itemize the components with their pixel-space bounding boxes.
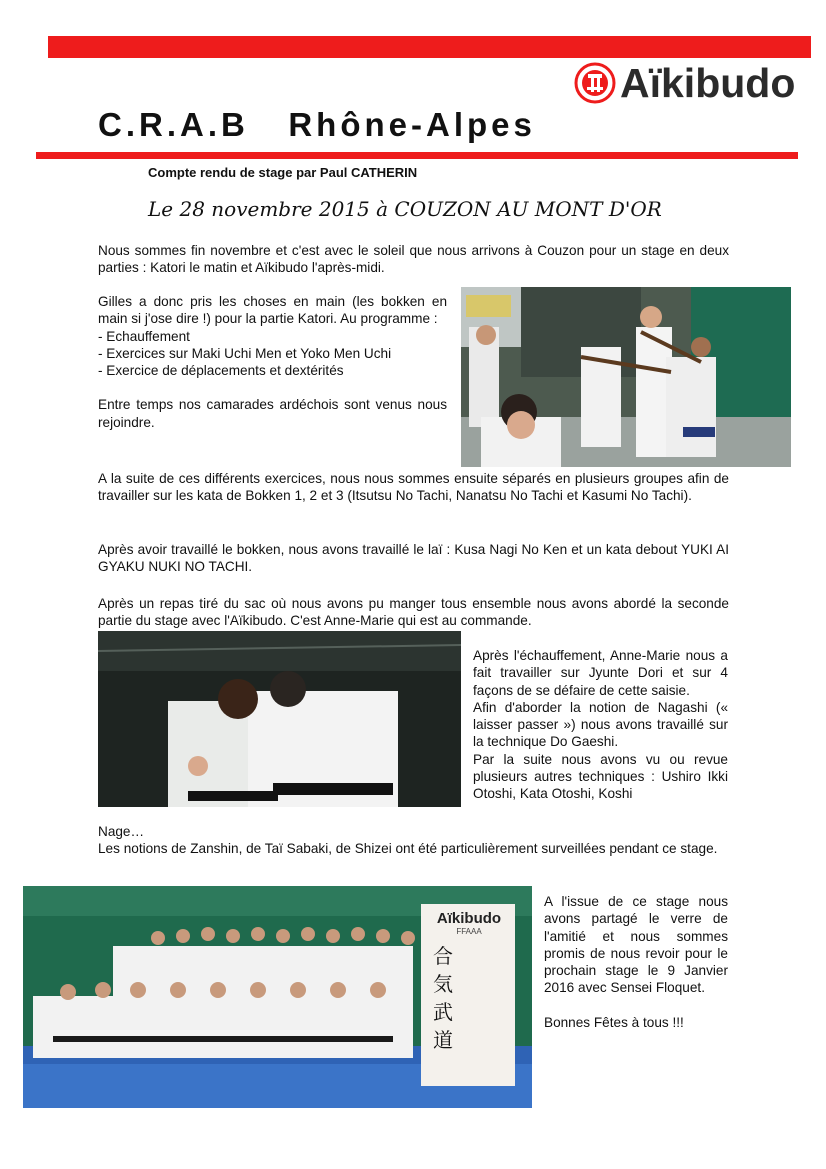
groups-paragraph: A la suite de ces différents exercices, nous nous sommes ensuite séparés en plusieurs groupes afin de travailler sur les kata de Bokken 1, 2 et 3 (Itsutsu No Tachi, Nanatsu No Tachi et Kasumi No Tachi). (98, 471, 729, 504)
header-divider-bar (36, 152, 798, 159)
ardechois-paragraph: Entre temps nos camarades ardéchois sont venus nous rejoindre. (98, 397, 447, 430)
warmup-paragraph: Après l'échauffement, Anne-Marie nous a fait travailler sur Jyunte Dori et sur 4 façons de se défaire de cette saisie. (473, 648, 728, 698)
event-heading: Le 28 novembre 2015 à COUZON AU MONT D'OR (148, 197, 662, 221)
program-item: - Exercices sur Maki Uchi Men et Yoko Men Uchi (98, 345, 392, 361)
techniques-paragraph: Par la suite nous avons vu ou revue plusieurs autres techniques : Ushiro Ikki Otoshi, Kata Otoshi, Koshi (473, 751, 728, 802)
page-title: C.R.A.B Rhône-Alpes (98, 106, 536, 143)
photo-group (23, 886, 532, 1108)
logo-emblem-icon (574, 62, 616, 104)
closing-paragraph: A l'issue de ce stage nous avons partagé le verre de l'amitié et nous sommes promis de nous revoir pour le prochain stage le 9 Janvier 2016 avec Sensei Floquet. (544, 894, 728, 996)
banner-brand: Aïkibudo (436, 910, 502, 927)
program-item: - Exercice de déplacements et dextérités (98, 363, 344, 379)
intro-paragraph: Nous sommes fin novembre et c'est avec le soleil que nous arrivons à Couzon pour un stage en deux parties : Katori le matin et Aïkibudo l'après-midi. (98, 243, 729, 276)
notions-paragraph: Les notions de Zanshin, de Taï Sabaki, de Shizei ont été particulièrement surveillées pendant ce stage. (98, 841, 718, 857)
logo-text: Aïkibudo (620, 60, 796, 106)
nagashi-paragraph: Afin d'aborder la notion de Nagashi (« laisser passer ») nous avons travaillé sur la technique Do Gaeshi. (473, 699, 728, 750)
techniques-continued: Nage… (98, 824, 145, 839)
byline: Compte rendu de stage par Paul CATHERIN (148, 165, 418, 180)
banner-org: FFAAA (456, 927, 482, 936)
iai-paragraph: Après avoir travaillé le bokken, nous avons travaillé le laï : Kusa Nagi No Ken et un kata debout YUKI AI GYAKU NUKI NO TACHI. (98, 542, 729, 575)
header-top-bar (48, 36, 811, 58)
lunch-paragraph: Après un repas tiré du sac où nous avons pu manger tous ensemble nous avons abordé la seconde partie du stage avec l'Aïkibudo. C'est Anne-Marie qui est au commande. (98, 596, 729, 629)
photo-bokken-training (461, 287, 791, 467)
aikibudo-banner (428, 910, 510, 1054)
photo-aikibudo-technique (98, 631, 461, 807)
aikibudo-logo (574, 60, 810, 106)
banner-kanji: 合 気 武 道 (433, 944, 453, 1052)
wishes-paragraph: Bonnes Fêtes à tous !!! (544, 1014, 684, 1030)
katori-paragraph: Gilles a donc pris les choses en main (les bokken en main si j'ose dire !) pour la partie Katori. Au programme : (98, 294, 447, 327)
program-item: - Echauffement (98, 328, 190, 344)
